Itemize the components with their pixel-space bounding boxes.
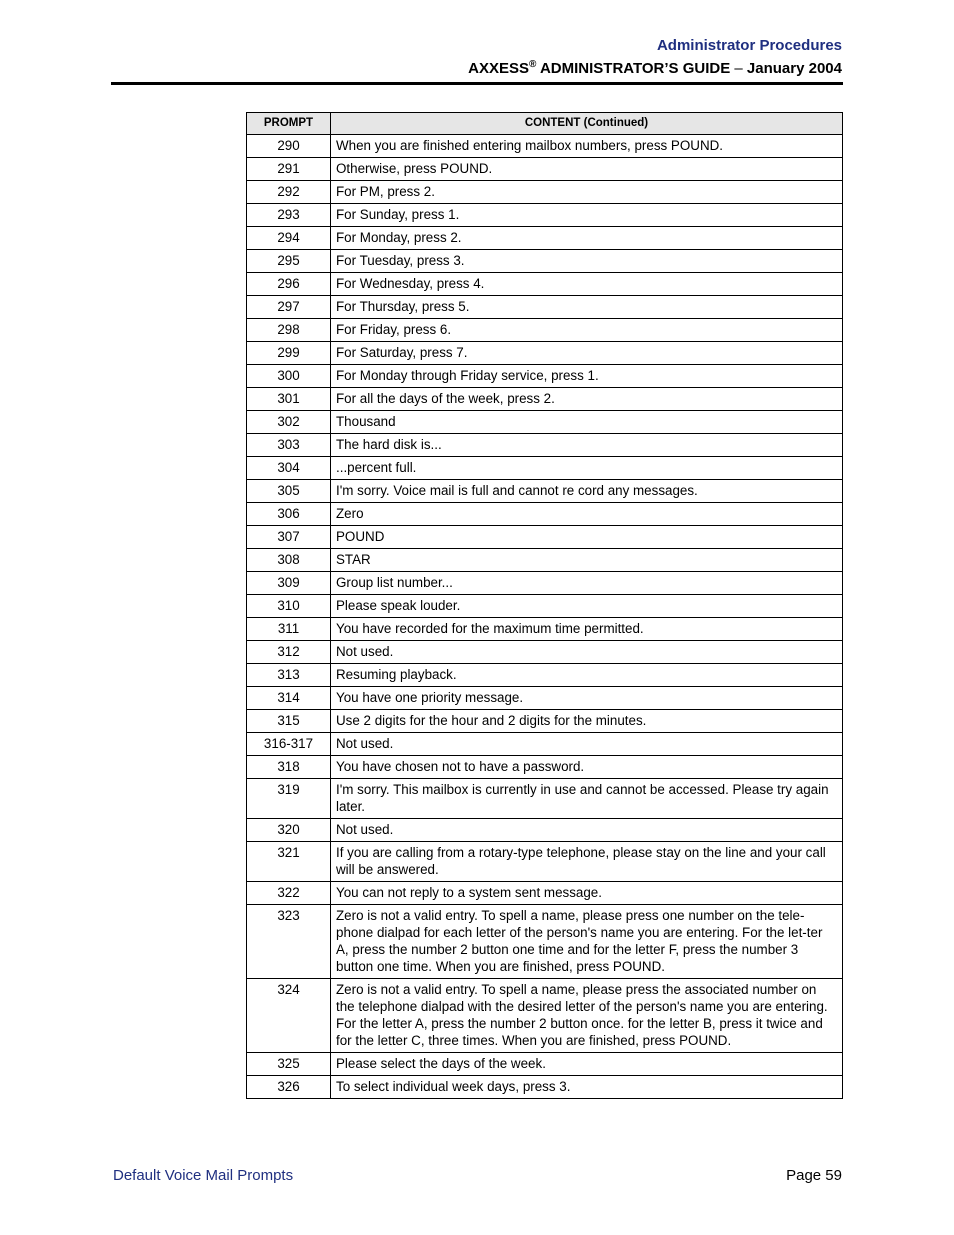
header-guide-title xyxy=(468,59,842,77)
prompt-number: 310 xyxy=(247,595,331,618)
prompt-number: 324 xyxy=(247,979,331,1053)
prompt-content: For Thursday, press 5. xyxy=(331,296,843,319)
table-row xyxy=(247,549,843,572)
table-row xyxy=(247,733,843,756)
table-row xyxy=(247,273,843,296)
prompt-number: 308 xyxy=(247,549,331,572)
prompt-number: 298 xyxy=(247,319,331,342)
table-row xyxy=(247,882,843,905)
prompt-content: For all the days of the week, press 2. xyxy=(331,388,843,411)
prompt-content: STAR xyxy=(331,549,843,572)
prompt-content: Not used. xyxy=(331,819,843,842)
prompt-content: You can not reply to a system sent message. xyxy=(331,882,843,905)
table-row xyxy=(247,204,843,227)
prompt-content: Use 2 digits for the hour and 2 digits for the minutes. xyxy=(331,710,843,733)
table-row xyxy=(247,342,843,365)
table-row xyxy=(247,641,843,664)
prompt-number: 300 xyxy=(247,365,331,388)
table-row xyxy=(247,1076,843,1099)
table-row xyxy=(247,158,843,181)
prompt-number: 306 xyxy=(247,503,331,526)
prompt-content: For Sunday, press 1. xyxy=(331,204,843,227)
prompt-content: For Saturday, press 7. xyxy=(331,342,843,365)
prompt-number: 323 xyxy=(247,905,331,979)
prompt-content: Not used. xyxy=(331,733,843,756)
table-row xyxy=(247,905,843,979)
prompt-number: 291 xyxy=(247,158,331,181)
prompt-number: 303 xyxy=(247,434,331,457)
prompt-content: For Friday, press 6. xyxy=(331,319,843,342)
table-row xyxy=(247,296,843,319)
prompt-number: 313 xyxy=(247,664,331,687)
table-header-row xyxy=(247,113,843,135)
prompt-number: 305 xyxy=(247,480,331,503)
table-row xyxy=(247,618,843,641)
table-row xyxy=(247,687,843,710)
footer-chapter-title: Default Voice Mail Prompts xyxy=(113,1167,294,1184)
prompt-content: Thousand xyxy=(331,411,843,434)
prompt-content: You have one priority message. xyxy=(331,687,843,710)
prompt-content: You have recorded for the maximum time permitted. xyxy=(331,618,843,641)
prompt-number: 290 xyxy=(247,135,331,158)
table-row xyxy=(247,434,843,457)
prompt-content: Please select the days of the week. xyxy=(331,1053,843,1076)
prompt-content: Otherwise, press POUND. xyxy=(331,158,843,181)
column-header-content: CONTENT (Continued) xyxy=(331,113,843,135)
prompts-table xyxy=(246,112,843,1099)
prompt-number: 315 xyxy=(247,710,331,733)
prompt-content: Zero is not a valid entry. To spell a name, please press the associated number on the telephone dialpad with the desired letter of the person's name you are entering. For the letter A, press the number 2 button once. for the letter B, press it twice and for the letter C, three times. When you are finished, press POUND. xyxy=(331,979,843,1053)
prompt-content: Resuming playback. xyxy=(331,664,843,687)
table-row xyxy=(247,779,843,819)
table-row xyxy=(247,756,843,779)
prompt-number: 304 xyxy=(247,457,331,480)
table-row xyxy=(247,842,843,882)
prompt-content: Not used. xyxy=(331,641,843,664)
prompt-number: 316-317 xyxy=(247,733,331,756)
table-row xyxy=(247,388,843,411)
header-dash: – xyxy=(734,60,743,77)
prompt-content: If you are calling from a rotary-type telephone, please stay on the line and your call will be answered. xyxy=(331,842,843,882)
footer-page-number: Page 59 xyxy=(786,1167,842,1184)
prompt-number: 295 xyxy=(247,250,331,273)
prompt-number: 302 xyxy=(247,411,331,434)
prompt-number: 293 xyxy=(247,204,331,227)
prompt-content: The hard disk is... xyxy=(331,434,843,457)
table-row xyxy=(247,365,843,388)
prompt-number: 311 xyxy=(247,618,331,641)
prompt-number: 320 xyxy=(247,819,331,842)
table-body xyxy=(247,135,843,1099)
table-row xyxy=(247,181,843,204)
prompt-number: 292 xyxy=(247,181,331,204)
prompt-content: Please speak louder. xyxy=(331,595,843,618)
prompt-content: For Monday through Friday service, press 1. xyxy=(331,365,843,388)
table-row xyxy=(247,457,843,480)
table-row xyxy=(247,227,843,250)
table-row xyxy=(247,526,843,549)
prompt-content: You have chosen not to have a password. xyxy=(331,756,843,779)
table-row xyxy=(247,595,843,618)
prompt-number: 297 xyxy=(247,296,331,319)
prompt-number: 301 xyxy=(247,388,331,411)
prompt-number: 296 xyxy=(247,273,331,296)
table-row xyxy=(247,572,843,595)
prompt-number: 309 xyxy=(247,572,331,595)
prompt-number: 318 xyxy=(247,756,331,779)
header-section-title: Administrator Procedures xyxy=(656,37,842,54)
prompt-content: For Monday, press 2. xyxy=(331,227,843,250)
prompt-number: 294 xyxy=(247,227,331,250)
prompt-content: I'm sorry. Voice mail is full and cannot re cord any messages. xyxy=(331,480,843,503)
prompt-content: ...percent full. xyxy=(331,457,843,480)
table-row xyxy=(247,664,843,687)
prompt-number: 299 xyxy=(247,342,331,365)
prompt-content: Group list number... xyxy=(331,572,843,595)
prompt-content: For PM, press 2. xyxy=(331,181,843,204)
prompt-content: I'm sorry. This mailbox is currently in use and cannot be accessed. Please try again later. xyxy=(331,779,843,819)
prompt-number: 314 xyxy=(247,687,331,710)
prompt-content: Zero is not a valid entry. To spell a name, please press one number on the tele-phone dialpad for each letter of the person's name you are entering. For the let-ter A, press the number 2 button one time and for the letter F, press the number 3 button one time. When you are finished, press POUND. xyxy=(331,905,843,979)
table-row xyxy=(247,979,843,1053)
prompt-content: POUND xyxy=(331,526,843,549)
table-row xyxy=(247,503,843,526)
header-registered-mark: ® xyxy=(528,59,537,70)
prompt-number: 322 xyxy=(247,882,331,905)
prompt-content: Zero xyxy=(331,503,843,526)
prompt-content: For Wednesday, press 4. xyxy=(331,273,843,296)
table-row xyxy=(247,319,843,342)
header-guide-name: ADMINISTRATOR’S GUIDE xyxy=(536,60,735,77)
table-row xyxy=(247,135,843,158)
prompt-number: 325 xyxy=(247,1053,331,1076)
header-rule xyxy=(111,82,843,85)
prompt-number: 312 xyxy=(247,641,331,664)
prompt-number: 326 xyxy=(247,1076,331,1099)
table-row xyxy=(247,1053,843,1076)
prompt-content: When you are finished entering mailbox numbers, press POUND. xyxy=(331,135,843,158)
prompt-content: For Tuesday, press 3. xyxy=(331,250,843,273)
prompt-number: 307 xyxy=(247,526,331,549)
column-header-prompt: PROMPT xyxy=(247,113,331,135)
prompt-content: To select individual week days, press 3. xyxy=(331,1076,843,1099)
table-row xyxy=(247,250,843,273)
header-product-name: AXXESS xyxy=(468,60,529,77)
prompt-number: 321 xyxy=(247,842,331,882)
header-date: January 2004 xyxy=(742,60,842,77)
table-row xyxy=(247,710,843,733)
table-row xyxy=(247,411,843,434)
prompt-number: 319 xyxy=(247,779,331,819)
table-row xyxy=(247,819,843,842)
table-row xyxy=(247,480,843,503)
